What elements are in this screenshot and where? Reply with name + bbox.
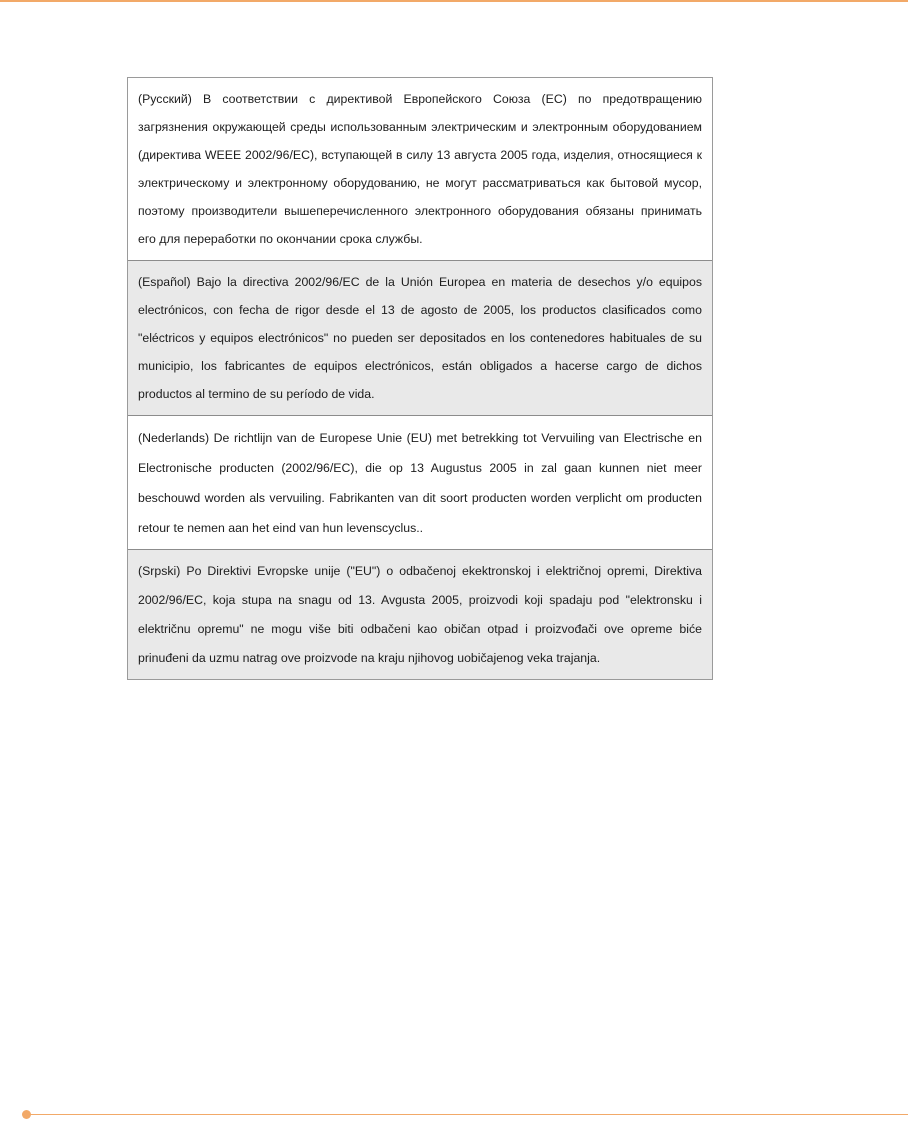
notice-dutch: (Nederlands) De richtlijn van de Europese Unie (EU) met betrekking tot Vervuiling van Electrische en Electronische producten (2002/96/EC), die op 13 Augustus 2005 in zal gaan kunnen niet meer beschouwd worden als vervuiling. Fabrikanten van dit soort producten worden verplicht om producten retour te nemen aan het eind van hun levenscyclus.. [128,415,712,549]
weee-notice-table [127,77,713,680]
top-divider-line [0,0,908,2]
bottom-divider-line [29,1114,908,1115]
notice-spanish: (Español) Bajo la directiva 2002/96/EC de la Unión Europea en materia de desechos y/o equipos electrónicos, con fecha de rigor desde el 13 de agosto de 2005, los productos clasificados como "eléctricos y equipos electrónicos" no pueden ser depositados en los contenedores habituales de su municipio, los fabricantes de equipos electrónicos, están obligados a hacerse cargo de dichos productos al termino de su período de vida. [128,260,712,415]
notice-serbian: (Srpski) Po Direktivi Evropske unije ("EU") o odbačenoj ekektronskoj i električnoj opremi, Direktiva 2002/96/EC, koja stupa na snagu od 13. Avgusta 2005, proizvodi koji spadaju pod "elektronsku i električnu opremu" ne mogu više biti odbačeni kao običan otpad i proizvođači ove opreme biće prinuđeni da uzmu natrag ove proizvode na kraju njihovog uobičajenog veka trajanja. [128,549,712,681]
notice-russian: (Русский) В соответствии с директивой Европейского Союза (ЕС) по предотвращению загрязнения окружающей среды использованным электрическим и электронным оборудованием (директива WEEE 2002/96/ЕС), вступающей в силу 13 августа 2005 года, изделия, относящиеся к электрическому и электронному оборудованию, не могут рассматриваться как бытовой мусор, поэтому производители вышеперечисленного электронного оборудования обязаны принимать его для переработки по окончании срока службы. [128,77,712,260]
